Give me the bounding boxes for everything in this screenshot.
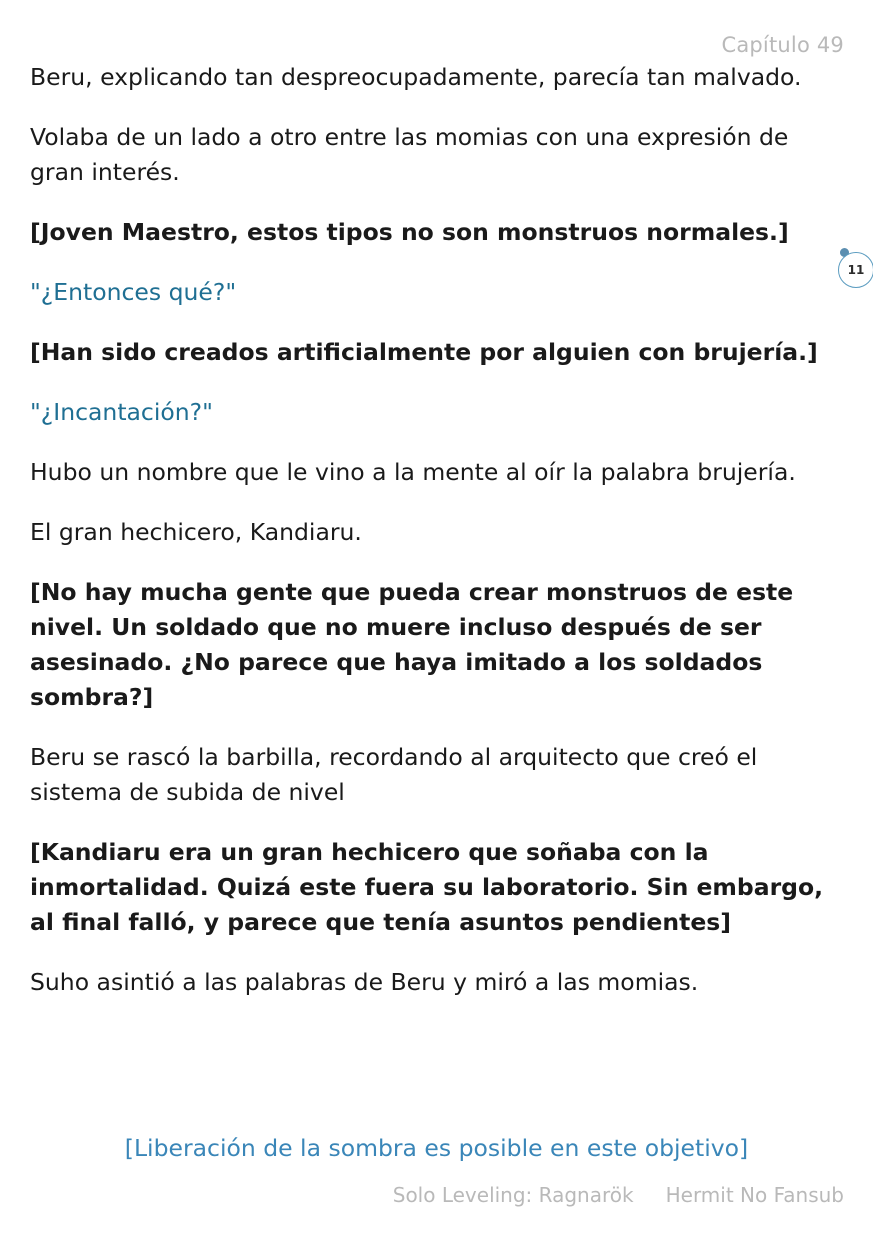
system-message: [No hay mucha gente que pueda crear monstruos de este nivel. Un soldado que no muere incluso después de ser asesinado. ¿No parece que haya imitado a los soldados sombra?] [30, 578, 794, 711]
chapter-text [30, 60, 835, 1025]
dialogue-line: "¿Incantación?" [30, 398, 213, 426]
narration-paragraph: Beru, explicando tan despreocupadamente, parecía tan malvado. [30, 63, 802, 91]
narration-paragraph: El gran hechicero, Kandiaru. [30, 518, 362, 546]
chapter-label: Capítulo 49 [721, 33, 844, 57]
series-title: Solo Leveling: Ragnarök [392, 1183, 634, 1207]
narration-paragraph: Beru se rascó la barbilla, recordando al arquitecto que creó el sistema de subida de nivel [30, 743, 758, 806]
system-notice: [Liberación de la sombra es posible en este objetivo] [124, 1134, 749, 1162]
comment-count: 11 [847, 263, 865, 277]
dialogue-line: "¿Entonces qué?" [30, 278, 237, 306]
translator-credit: Hermit No Fansub [665, 1183, 844, 1207]
narration-paragraph: Volaba de un lado a otro entre las momias con una expresión de gran interés. [30, 123, 789, 186]
narration-paragraph: Hubo un nombre que le vino a la mente al oír la palabra brujería. [30, 458, 796, 486]
narration-paragraph: Suho asintió a las palabras de Beru y miró a las momias. [30, 968, 699, 996]
footer-credits [393, 1183, 844, 1207]
comment-count-badge[interactable] [838, 252, 873, 288]
system-message: [Kandiaru era un gran hechicero que soñaba con la inmortalidad. Quizá este fuera su laboratorio. Sin embargo, al final falló, y parece que tenía asuntos pendientes] [30, 838, 824, 936]
system-message: [Joven Maestro, estos tipos no son monstruos normales.] [30, 218, 789, 246]
system-message: [Han sido creados artificialmente por alguien con brujería.] [30, 338, 818, 366]
